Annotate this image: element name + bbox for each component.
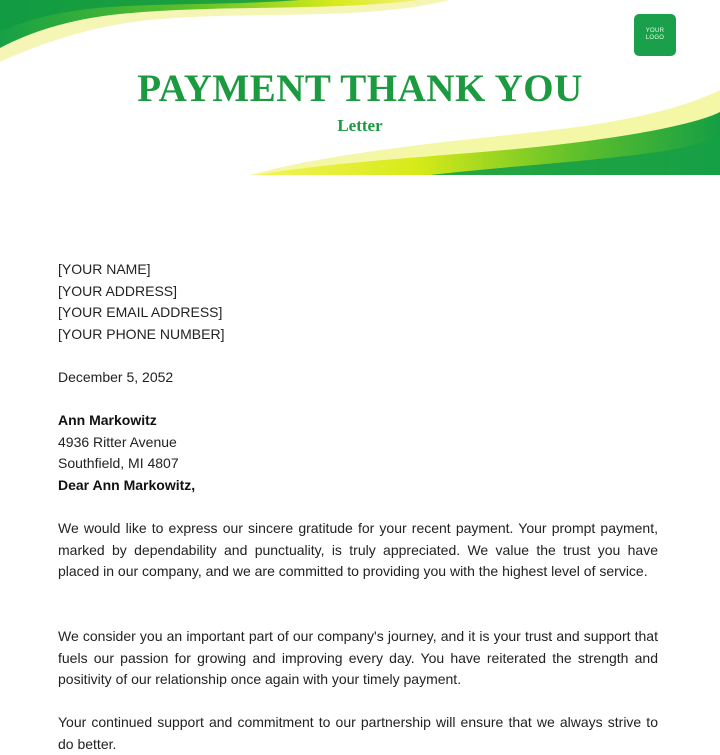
logo-text-line1: YOUR (645, 28, 665, 34)
recipient-block (58, 410, 658, 496)
logo-placeholder (634, 14, 676, 56)
sender-address: [YOUR ADDRESS] (58, 282, 178, 299)
paragraph-2: We consider you an important part of our company's journey, and it is your trust and support that fuels our passion for growing and improving every day. You have reiterated the strength and positivity of our relationship once again with your timely payment. (58, 628, 658, 687)
paragraph-1: We would like to express our sincere gratitude for your recent payment. Your prompt payment, marked by dependability and punctuality, is truly appreciated. We value the trust you have placed in our company, and we are committed to providing you with the highest level of service. (58, 520, 658, 579)
sender-phone: [YOUR PHONE NUMBER] (58, 325, 225, 342)
letter-title: PAYMENT THANK YOU (137, 67, 583, 110)
salutation: Dear Ann Markowitz, (58, 476, 196, 493)
logo-text-line2: LOGO (645, 35, 665, 41)
letter-subtitle: Letter (337, 116, 383, 135)
recipient-street: 4936 Ritter Avenue (58, 433, 177, 450)
letter-date: December 5, 2052 (58, 369, 174, 385)
recipient-name: Ann Markowitz (58, 412, 157, 428)
paragraph-3: Your continued support and commitment to our partnership will ensure that we always strive to do better. (58, 714, 658, 752)
sender-email: [YOUR EMAIL ADDRESS] (58, 304, 223, 320)
sender-name: [YOUR NAME] (58, 261, 151, 277)
sender-block (58, 259, 658, 345)
recipient-city: Southfield, MI 4807 (58, 455, 179, 471)
